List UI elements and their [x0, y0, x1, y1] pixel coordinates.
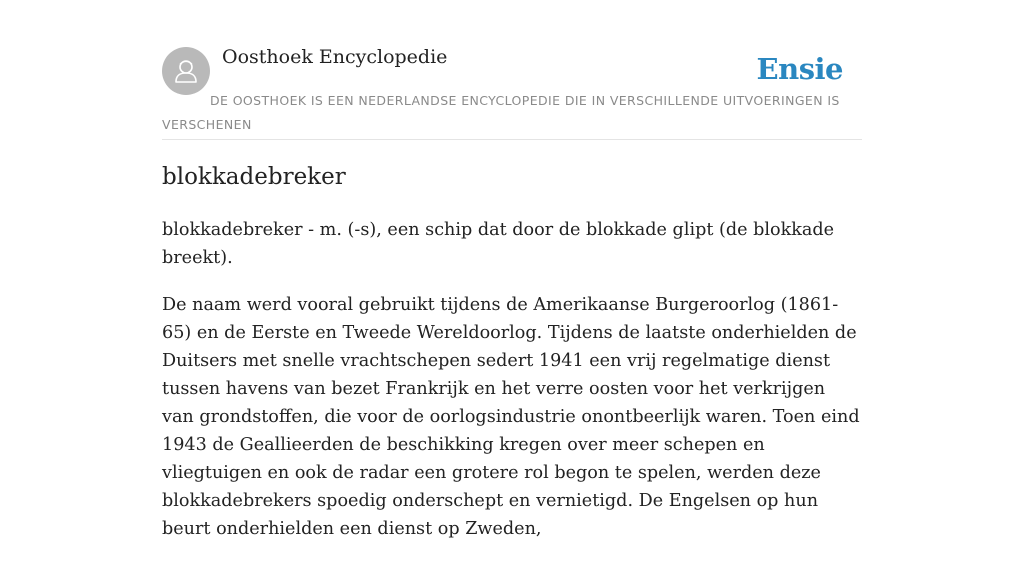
avatar[interactable] — [162, 47, 210, 95]
header — [162, 0, 862, 140]
page-title: blokkadebreker — [162, 164, 346, 190]
page — [162, 0, 862, 539]
article-paragraph: De naam werd vooral gebruikt tijdens de Amerikaanse Burgeroorlog (1861-65) en de Eerste en Tweede Wereldoorlog. Tijdens de laatste onderhielden de Duitsers met snelle vrachtschepen sedert 1941 een vrij regelmatige dienst tussen havens van bezet Frankrijk en het verre oosten voor het verkrijgen van grondstoffen, die voor de oorlogsindustrie onontbeerlijk waren. Toen eind 1943 de Geallieerden de beschikking kregen over meer schepen en vliegtuigen en ook de radar een grotere rol begon te spelen, werden deze blokkadebrekers spoedig onderschept en vernietigd. De Engelsen op hun beurt onderhielden een dienst op Zweden, — [162, 295, 860, 539]
article-paragraph: blokkadebreker - m. (-s), een schip dat door de blokkade glipt (de blokkade breekt). — [162, 220, 835, 268]
user-icon — [162, 47, 210, 95]
source-name[interactable]: Oosthoek Encyclopedie — [222, 46, 448, 68]
article-body — [162, 216, 862, 562]
source-description: DE OOSTHOEK IS EEN NEDERLANDSE ENCYCLOPEDIE DIE IN VERSCHILLENDE UITVOERINGEN IS VERSCHENEN — [162, 93, 840, 132]
brand-logo[interactable]: Ensie — [756, 52, 843, 86]
